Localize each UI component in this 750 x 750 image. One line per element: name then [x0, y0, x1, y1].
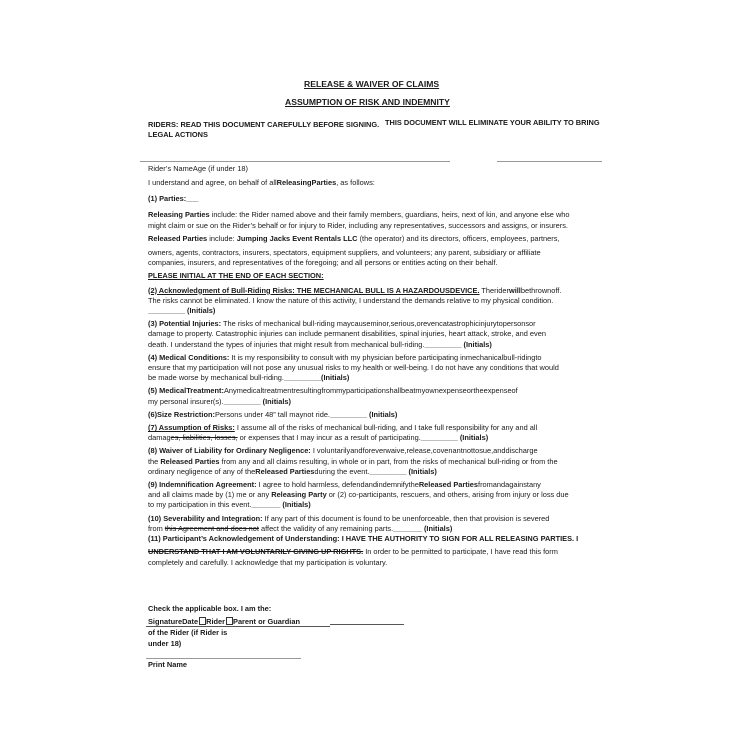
signature-note-1: of the Rider (if Rider is	[148, 628, 228, 637]
warning-left-2: LEGAL ACTIONS	[148, 130, 208, 139]
parent-guardian-checkbox[interactable]	[226, 617, 233, 625]
print-name-line[interactable]	[146, 658, 301, 659]
parties-heading: (1) Parties:	[148, 194, 187, 204]
rider-checkbox[interactable]	[199, 617, 206, 625]
date-line[interactable]	[330, 624, 404, 625]
warning-left: RIDERS: READ THIS DOCUMENT CAREFULLY BEFORE SIGNING.	[148, 120, 380, 129]
document-subtitle: ASSUMPTION OF RISK AND INDEMNITY	[285, 97, 450, 107]
signature-note-2: under 18)	[148, 639, 182, 648]
rider-name-line[interactable]	[140, 161, 450, 162]
document-title: RELEASE & WAIVER OF CLAIMS	[304, 79, 440, 89]
signature-block: SignatureDate Rider Parent or Guardian	[148, 617, 300, 626]
warning-right: THIS DOCUMENT WILL ELIMINATE YOUR ABILITY TO BRING	[385, 118, 600, 127]
rider-name-label: Rider’s NameAge (if under 18)	[148, 164, 248, 173]
rider-age-line[interactable]	[497, 161, 602, 162]
body-text: I understand and agree, on behalf of allReleasingParties, as follows: (1) Parties:___ Releasing Parties include: the Rider named above and their family members, guardians, heirs, next of kin, and anyone else who might claim or sue on the Rider’s behalf or for injury to Rider, including any representatives, successors and assigns, or insurers. Released Parties include: Jumping Jacks Event Rentals LLC (the operator) and its directors, officers, employees, partners, owners, agents, contractors, insurers, spectators, equipment suppliers, and volunteers; any parent, subsidiary or affiliate companies, insurers, and representatives of the foregoing; and all persons or entities acting on their behalf. PLEASE INITIAL AT THE END OF EACH SECTION: (2) Acknowledgment of Bull-Riding Risks: THE MECHANICAL BULL IS A HAZARDOUSDEVICE. Theriderwillbethrownoff. The risks cannot be eliminated. I know the nature of this activity, I understand the demands relative to my physical condition. _________ (Initials) (3) Potential Injuries: The risks of mechanical bull-riding maycauseminor,serious,orevencatastrophicinjurytopersonsor damage to property. Catastrophic injuries can include permanent disabilities, spinal injuries, heart attack, stroke, and even death. I understand the types of injuries that might result from mechanical bull-riding._________ (Initials) (4) Medical Conditions: It is my responsibility to consult with my physician before participating inmechanicalbull-ridingto ensure that my participation will not pose any unusual risks to my health or well-being. I do not have any conditions that would be made worse by mechanical bull-riding._________(Initials) (5) MedicalTreatment:Anymedicaltreatmentresultingfrommyparticipationshallbeatmyownexpenseortheexpenseof my personal insurer(s)._________ (Initials) (6)Size Restriction:Persons under 48” tall maynot ride._________ (Initials) (7) Assumption of Risks: I assume all of the risks of mechanical bull-riding, and I take full responsibility for any and all damages, liabilities, losses, or expenses that I may incur as a result of participating._________ (Initials) (8) Waiver of Liability for Ordinary Negligence: I voluntarilyandforeverwaive,release,covenantnottosue,anddischarge the Released Parties from any and all claims resulting, in whole or in part, from the risks of mechanical bull-riding or from the ordinary negligence of any of theReleased Partiesduring the event._________ (Initials) (9) Indemnification Agreement: I agree to hold harmless, defendandindemnifytheReleased Partiesfromandagainstany and all claims made by (1) me or any Releasing Party or (2) co-participants, rescuers, and others, arising from injury or loss due to my participation in this event._______ (Initials) (10) Severability and Integration: If any part of this document is found to be unenforceable, then that provision is severed from this Agreement and does not affect the validity of any remaining parts._______ (Initials) (11) Participant’s Acknowledgement of Understanding: I HAVE THE AUTHORITY TO SIGN FOR ALL RELEASING PARTIES. I UNDERSTAND THAT I AM VOLUNTARILY GIVING UP RIGHTS. In order to be permitted to participate, I have read this form completely and carefully. I acknowledge that my participation is voluntary.	[148, 178, 606, 568]
check-heading: Check the applicable box. I am the:	[148, 604, 272, 613]
initial-instruction: PLEASE INITIAL AT THE END OF EACH SECTION:	[148, 271, 324, 281]
signature-line[interactable]	[146, 626, 330, 627]
print-name-label: Print Name	[148, 660, 188, 669]
